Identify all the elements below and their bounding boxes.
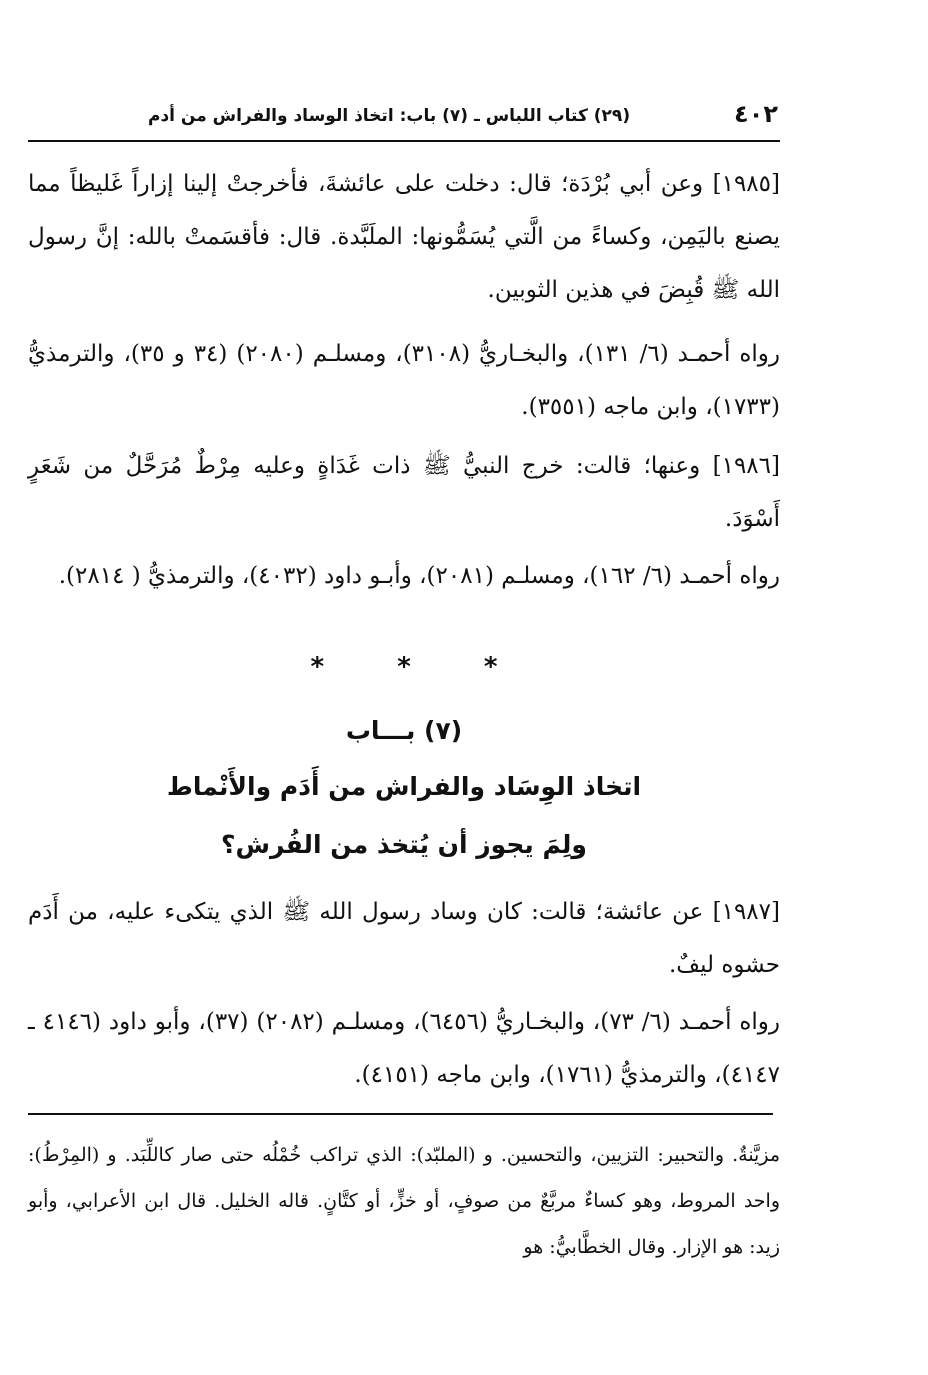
chapter-title-line-1: اتخاذ الوِسَاد والفراش من أَدَم والأَنْماط (166, 772, 642, 801)
separator-star: * (310, 652, 325, 682)
section-separator (28, 652, 780, 682)
hadith-1987-takhrij: رواه أحمـد (٦/ ٧٣)، والبخـاريُّ (٦٤٥٦)، ومسلـم (٢٠٨٢) (٣٧)، وأبو داود (٤١٤٦ ـ ٤١٤٧)، والترمذيُّ (١٧٦١)، وابن ماجه (٤١٥١). (28, 1009, 780, 1088)
separator-star: * (397, 652, 411, 682)
hadith-1986-text: [١٩٨٦] وعنها؛ قالت: خرج النبيُّ ﷺ ذات غَدَاةٍ وعليه مِرْطٌ مُرَحَّلٌ من شَعَرٍ أَسْوَدَ. (28, 453, 780, 532)
chapter-number: (٧) بـــاب (345, 716, 463, 745)
book-page (28, 90, 780, 1290)
chapter-title-line-2: ولِمَ يجوز أن يُتخذ من الفُرش؟ (221, 830, 587, 859)
page-header (28, 90, 780, 142)
hadith-1985-takhrij: رواه أحمـد (٦/ ١٣١)، والبخـاريُّ (٣١٠٨)، ومسلـم (٢٠٨٠) (٣٤ و ٣٥)، والترمذيُّ (١٧٣٣)، وابن ماجه (٣٥٥١). (28, 341, 781, 420)
hadith-1985-text: [١٩٨٥] وعن أبي بُرْدَة؛ قال: دخلت على عائشةَ، فأخرجتْ إلينا إزاراً غَليظاً مما يصنع باليَمِن، وكساءً من الَّتي يُسَمُّونها: الملَبَّدة. قال: فأقسَمتْ بالله: إنَّ رسول الله ﷺ قُبِضَ في هذين الثوبين. (28, 171, 780, 303)
footnote-text: مزيَّنةٌ. والتحبير: التزيين، والتحسين. و (الملبّد): الذي تراكب خُمْلُه حتى صار كاللِّبَد. و (المِرْطُ): واحد المروط، وهو كساءٌ مربَّعٌ من صوفٍ، أو خزٍّ، أو كتَّانٍ. قاله الخليل. قال ابن الأعرابي، وأبو زيد: هو الإزار. وقال الخطَّابيُّ: هو (28, 1144, 780, 1258)
running-title: (٢٩) كتاب اللباس ـ (٧) باب: اتخاذ الوساد والفراش من أدم (148, 106, 631, 126)
hadith-1986-takhrij: رواه أحمـد (٦/ ١٦٢)، ومسلـم (٢٠٨١)، وأبـو داود (٤٠٣٢)، والترمذيُّ ( ٢٨١٤). (58, 563, 780, 589)
page-number: ٤٠٢ (734, 100, 778, 128)
separator-star: * (483, 652, 498, 682)
hadith-1987-text: [١٩٨٧] عن عائشة؛ قالت: كان وساد رسول الله ﷺ الذي يتكىء عليه، من أَدَم حشوه ليفٌ. (28, 899, 780, 978)
footnote-divider (28, 1113, 773, 1115)
